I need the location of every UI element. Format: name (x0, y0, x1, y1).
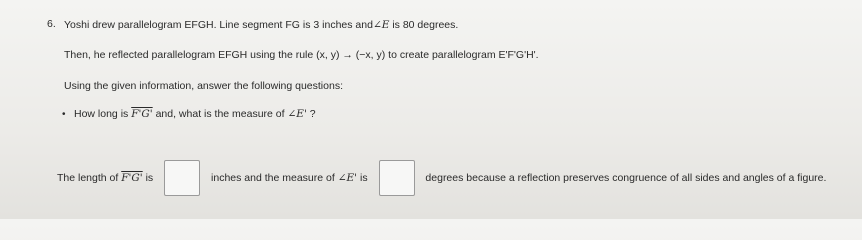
instructions: Using the given information, answer the following questions: (64, 80, 343, 92)
answer-segment: F'G' (121, 172, 143, 184)
line4-text-a: How long is (74, 108, 132, 120)
answer-suffix: degrees because a reflection preserves congruence of all sides and angles of a figure. (425, 172, 827, 184)
answer-prefix: The length of (57, 172, 119, 184)
question-line-2 (64, 48, 539, 62)
segment-fg-prime: F'G' (131, 108, 153, 120)
answer-middle: inches and the measure of (211, 172, 335, 184)
answer-sentence (57, 160, 826, 196)
line1-text-b: is 80 degrees. (392, 19, 459, 31)
line2-text-a: Then, he reflected parallelogram EFGH using the rule (64, 49, 317, 61)
answer-is-2: is (359, 172, 368, 184)
length-answer-box[interactable] (164, 160, 200, 196)
question-line-1 (64, 18, 458, 32)
answer-angle: ∠E' (337, 172, 358, 184)
angle-answer-box[interactable] (379, 160, 415, 196)
angle-e: ∠E (372, 19, 390, 31)
answer-is-1: is (145, 172, 154, 184)
line4-text-b: and, what is the measure of (152, 108, 288, 120)
bullet-question (62, 107, 316, 122)
line1-text-a: Yoshi drew parallelogram EFGH. Line segment FG is 3 inches and (64, 19, 373, 31)
reflection-rule: (x, y) → (−x, y) (316, 49, 386, 61)
angle-e-prime: ∠E' (287, 108, 307, 120)
line2-text-b: to create parallelogram E'F'G'H'. (385, 49, 539, 61)
bullet-icon: • (62, 109, 66, 120)
question-number: 6. (47, 18, 56, 30)
line4-text-c: ? (306, 108, 316, 120)
